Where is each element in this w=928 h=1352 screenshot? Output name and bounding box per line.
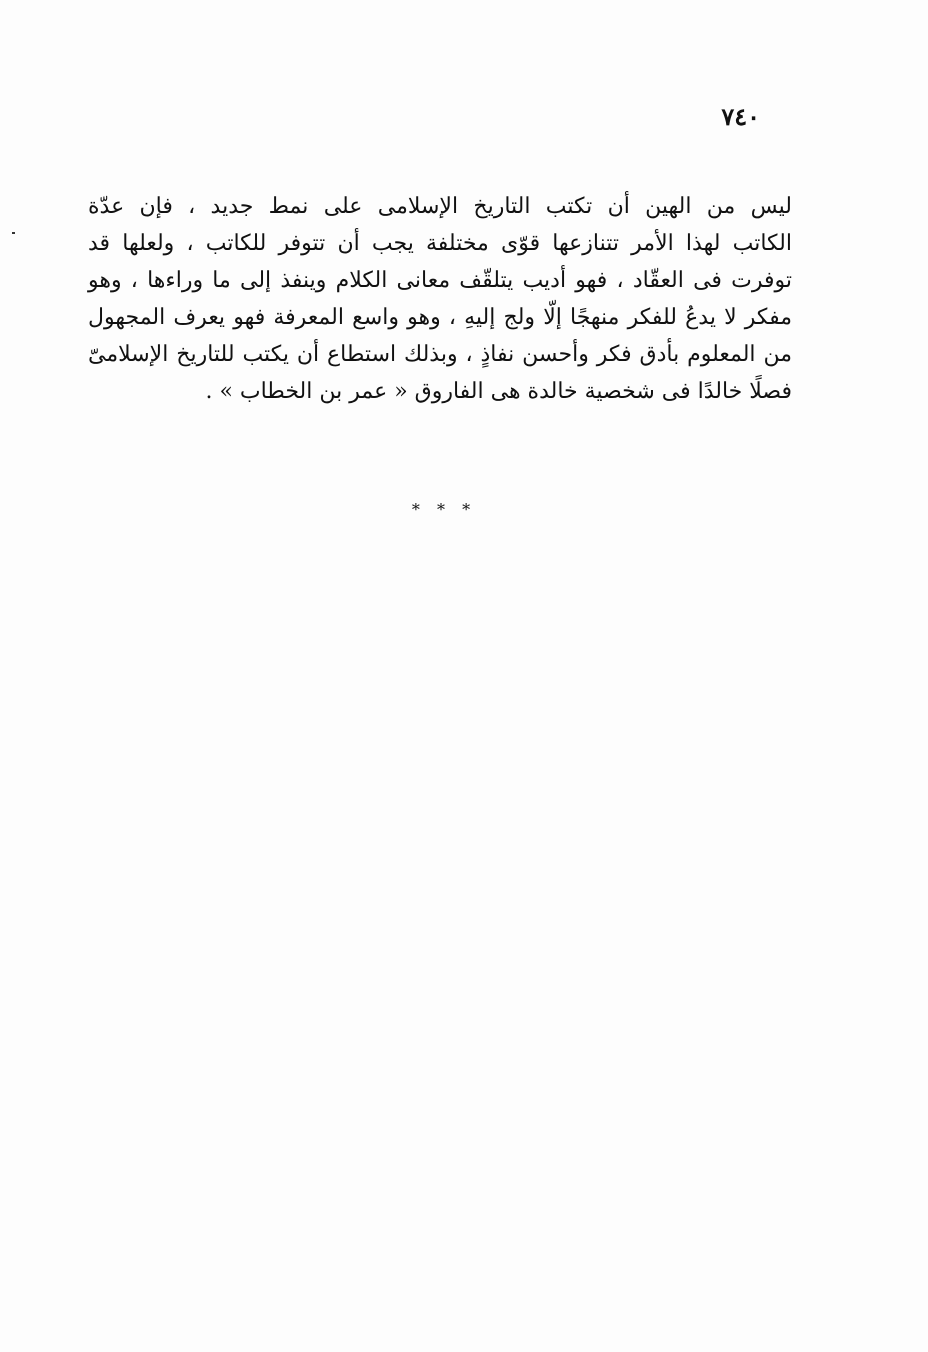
paragraph-line: توفرت فى العقّاد ، فهو أديب يتلقّف معانى الكلام وينفذ إلى ما وراءها ، وهو [88, 268, 792, 293]
paragraph-line: من المعلوم بأدق فكر وأحسن نفاذٍ ، وبذلك استطاع أن يكتب للتاريخ الإسلامىّ [88, 342, 792, 367]
paragraph-line: فصلًا خالدًا فى شخصية خالدة هى الفاروق « عمر بن الخطاب » . [205, 379, 792, 404]
section-separator: * * * [411, 500, 477, 519]
paragraph-line: الكاتب لهذا الأمر تتنازعها قوّى مختلفة يجب أن تتوفر للكاتب ، ولعلها قد [88, 231, 792, 256]
paragraph-line: مفكر لا يدعُ للفكر منهجًا إلّا ولج إليهِ ، وهو واسع المعرفة فهو يعرف المجهول [88, 305, 792, 330]
scan-speck [12, 232, 15, 234]
paragraph-line: ليس من الهين أن تكتب التاريخ الإسلامى على نمط جديد ، فإن عدّة [88, 194, 792, 219]
paragraph [88, 188, 792, 410]
page-number: ٧٤٠ [721, 102, 760, 131]
